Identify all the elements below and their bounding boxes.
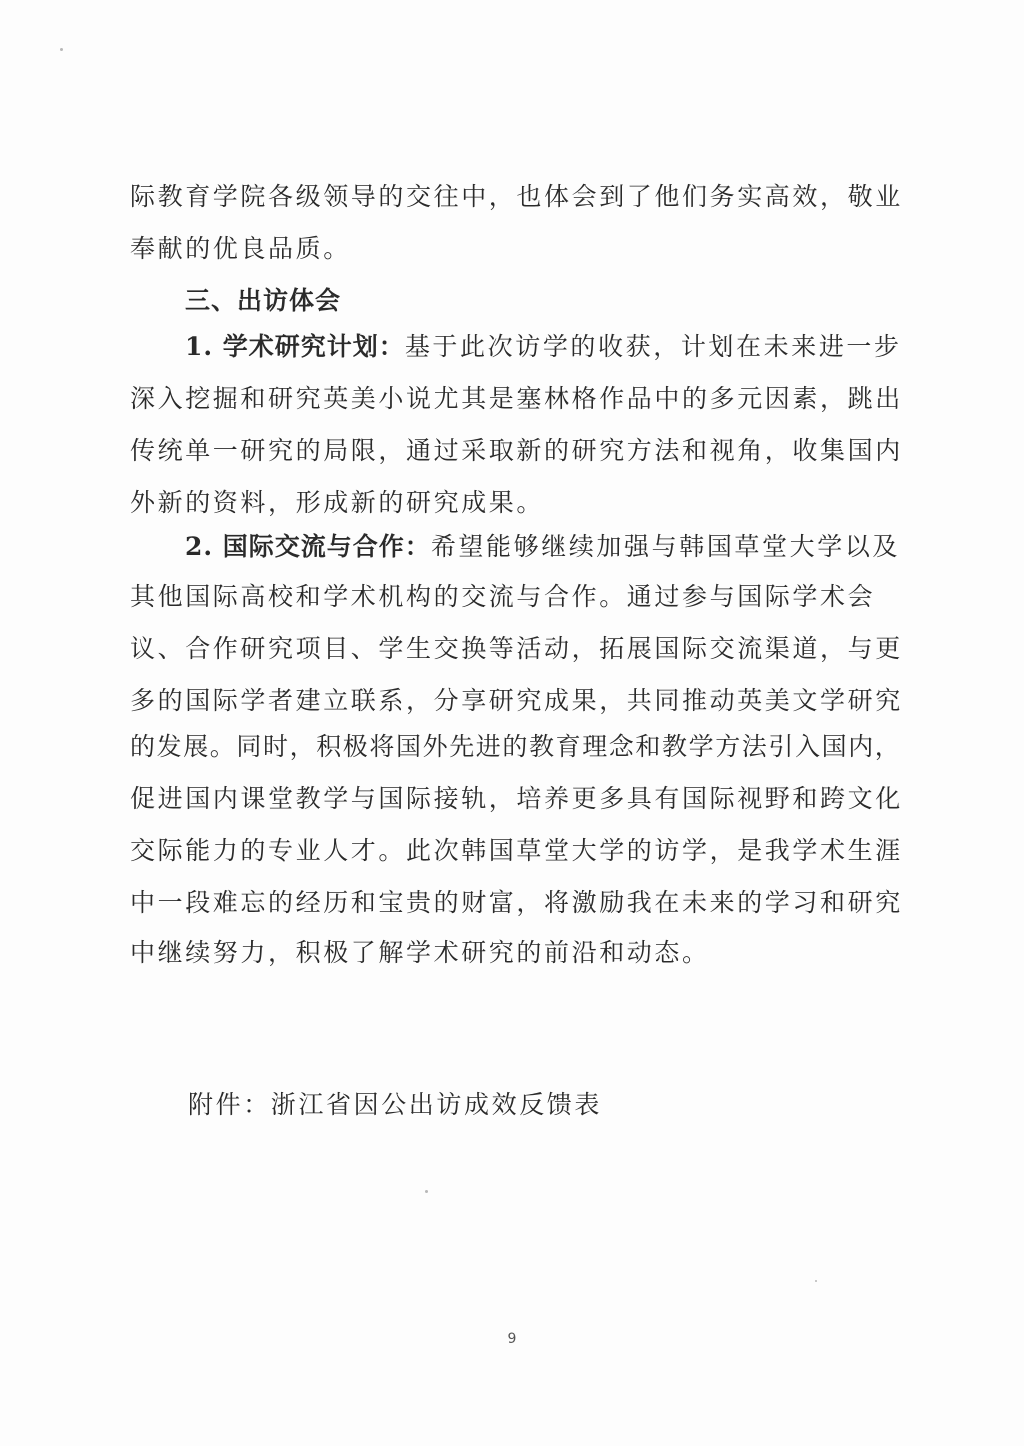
item-2-first-line <box>185 530 900 564</box>
item-1-label: 1. 学术研究计划： <box>185 332 405 361</box>
body-line: 的发展。同时，积极将国外先进的教育理念和教学方法引入国内， <box>130 732 902 761</box>
section-heading: 三、出访体会 <box>185 286 342 315</box>
item-2-label: 2. 国际交流与合作： <box>185 532 431 561</box>
body-line: 多的国际学者建立联系，分享研究成果，共同推动英美文学研究 <box>130 686 903 715</box>
body-line: 议、合作研究项目、学生交换等活动，拓展国际交流渠道，与更 <box>130 634 903 663</box>
body-line: 深入挖掘和研究英美小说尤其是塞林格作品中的多元因素，跳出 <box>130 384 903 413</box>
body-line: 中一段难忘的经历和宝贵的财富，将激励我在未来的学习和研究 <box>130 888 903 917</box>
scan-speck <box>815 1280 817 1282</box>
body-line: 其他国际高校和学术机构的交流与合作。通过参与国际学术会 <box>130 582 876 611</box>
page-number: 9 <box>507 1331 517 1347</box>
body-line: 奉献的优良品质。 <box>130 234 351 263</box>
attachment-note: 附件：浙江省因公出访成效反馈表 <box>188 1090 603 1119</box>
scan-speck <box>425 1190 428 1193</box>
body-line: 际教育学院各级领导的交往中，也体会到了他们务实高效，敬业 <box>130 182 903 211</box>
body-line: 传统单一研究的局限，通过采取新的研究方法和视角，收集国内 <box>130 436 903 465</box>
item-1-first-line <box>185 330 900 364</box>
body-line: 中继续努力，积极了解学术研究的前沿和动态。 <box>130 938 710 967</box>
body-line: 交际能力的专业人才。此次韩国草堂大学的访学，是我学术生涯 <box>130 836 903 865</box>
item-2-text: 希望能够继续加强与韩国草堂大学以及 <box>430 532 901 561</box>
body-line: 外新的资料，形成新的研究成果。 <box>130 488 545 517</box>
item-1-text: 基于此次访学的收获，计划在未来进一步 <box>404 332 902 361</box>
body-line: 促进国内课堂教学与国际接轨，培养更多具有国际视野和跨文化 <box>130 784 903 813</box>
scan-speck <box>60 48 63 51</box>
